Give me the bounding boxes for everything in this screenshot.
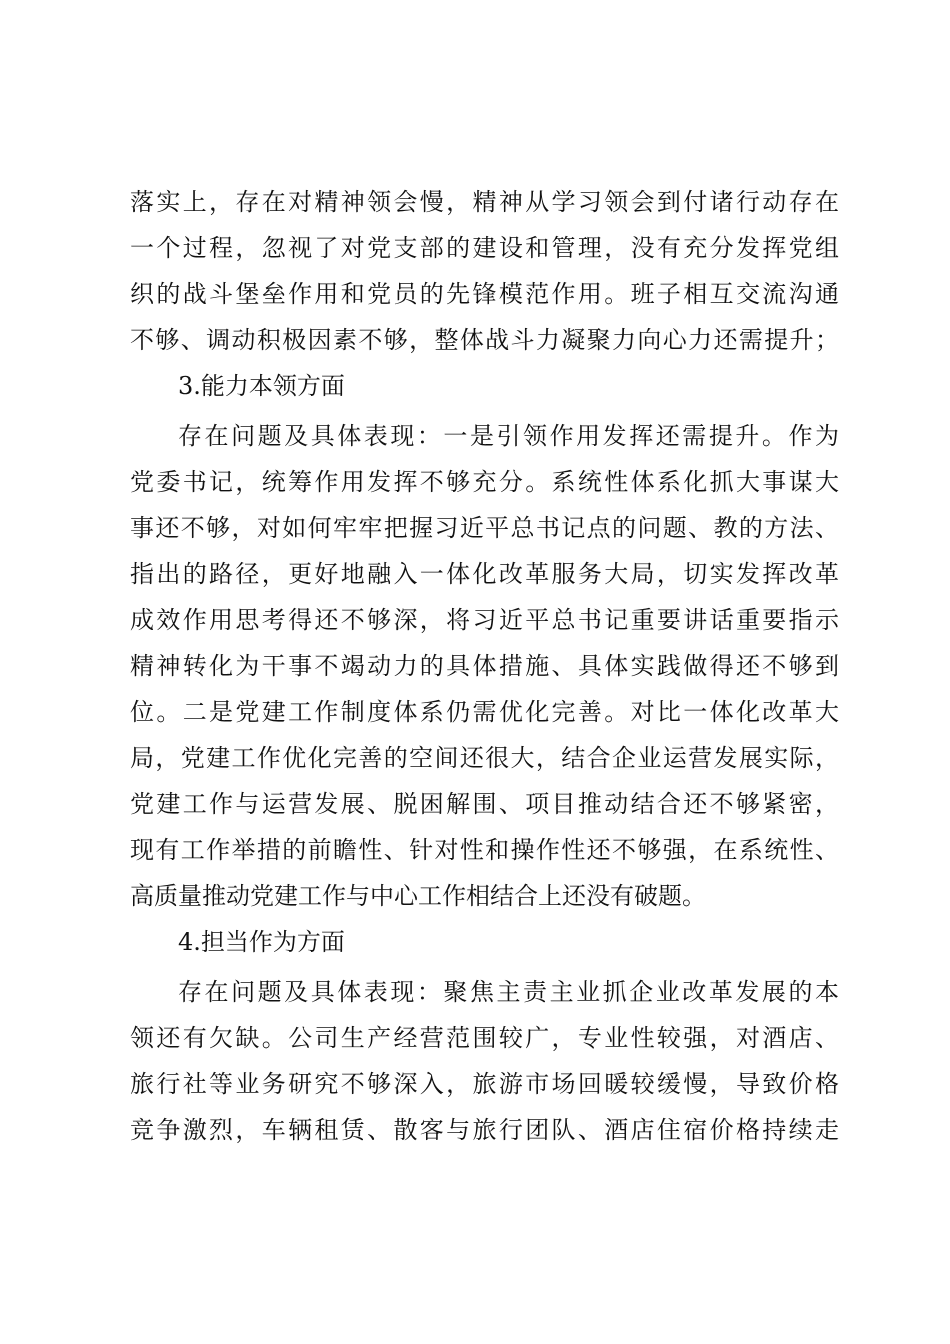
paragraph-line: 不够、调动积极因素不够，整体战斗力凝聚力向心力还需提升； xyxy=(130,326,840,354)
paragraph-line: 党建工作与运营发展、脱困解围、项目推动结合还不够紧密， xyxy=(130,790,840,818)
paragraph-line: 一个过程，忽视了对党支部的建设和管理，没有充分发挥党组 xyxy=(130,234,840,262)
paragraph-line: 领还有欠缺。公司生产经营范围较广，专业性较强，对酒店、 xyxy=(130,1024,840,1052)
paragraph-line: 事还不够，对如何牢牢把握习近平总书记点的问题、教的方法、 xyxy=(130,514,840,542)
paragraph-line: 落实上，存在对精神领会慢，精神从学习领会到付诸行动存在 xyxy=(130,188,840,216)
paragraph-line: 党委书记，统筹作用发挥不够充分。系统性体系化抓大事谋大 xyxy=(130,468,840,496)
paragraph-line: 成效作用思考得还不够深，将习近平总书记重要讲话重要指示 xyxy=(130,606,840,634)
paragraph-line: 旅行社等业务研究不够深入，旅游市场回暖较缓慢，导致价格 xyxy=(130,1070,840,1098)
paragraph-line: 现有工作举措的前瞻性、针对性和操作性还不够强，在系统性、 xyxy=(130,836,840,864)
paragraph-line: 存在问题及具体表现：聚焦主责主业抓企业改革发展的本 xyxy=(178,978,840,1006)
paragraph-line: 指出的路径，更好地融入一体化改革服务大局，切实发挥改革 xyxy=(130,560,840,588)
paragraph-line: 高质量推动党建工作与中心工作相结合上还没有破题。 xyxy=(130,882,706,910)
paragraph-line: 位。二是党建工作制度体系仍需优化完善。对比一体化改革大 xyxy=(130,698,840,726)
paragraph-line: 局，党建工作优化完善的空间还很大，结合企业运营发展实际， xyxy=(130,744,840,772)
paragraph-line: 竞争激烈，车辆租赁、散客与旅行团队、酒店住宿价格持续走 xyxy=(130,1116,840,1144)
paragraph-line: 织的战斗堡垒作用和党员的先锋模范作用。班子相互交流沟通 xyxy=(130,280,840,308)
section-heading-ability: 3.能力本领方面 xyxy=(178,372,345,400)
document-body xyxy=(130,181,840,1155)
section-heading-responsibility: 4.担当作为方面 xyxy=(178,928,345,956)
paragraph-line: 存在问题及具体表现：一是引领作用发挥还需提升。作为 xyxy=(178,422,840,450)
paragraph-line: 精神转化为干事不竭动力的具体措施、具体实践做得还不够到 xyxy=(130,652,840,680)
